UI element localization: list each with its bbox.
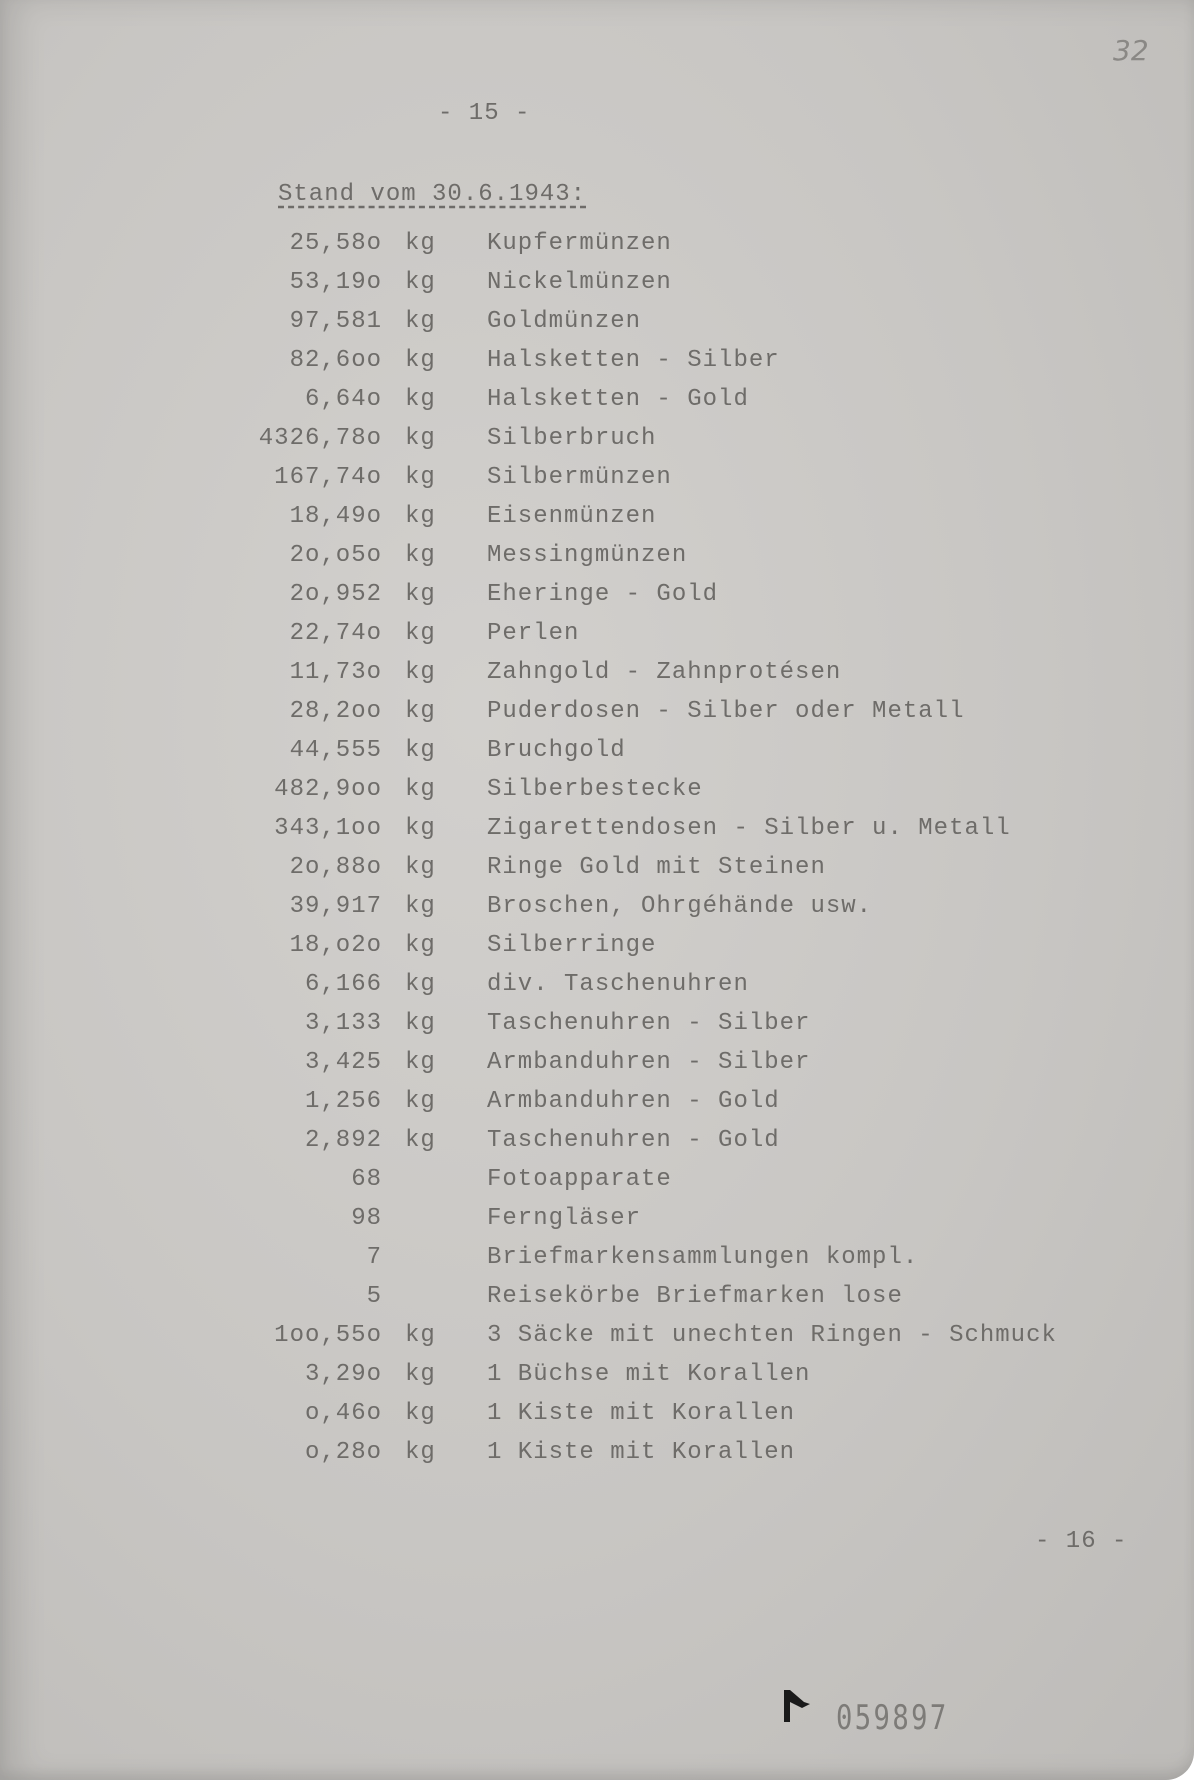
item-unit: kg (405, 308, 436, 335)
item-amount: 2o,88o (289, 854, 382, 881)
item-description: Nickelmünzen (487, 269, 672, 296)
item-description: Ferngläser (487, 1205, 642, 1232)
inventory-row (0, 698, 1200, 737)
inventory-row (0, 425, 1200, 464)
inventory-list (0, 230, 1200, 1478)
inventory-row (0, 893, 1200, 932)
handwritten-folio-number: 32 (1113, 34, 1149, 67)
item-description: Kupfermünzen (487, 230, 672, 257)
item-amount: 1oo,55o (274, 1322, 382, 1349)
inventory-row (0, 1088, 1200, 1127)
inventory-row (0, 308, 1200, 347)
item-unit: kg (405, 230, 436, 257)
item-unit: kg (405, 659, 436, 686)
item-amount: 7 (366, 1244, 382, 1271)
inventory-row (0, 464, 1200, 503)
item-amount: 1,256 (304, 1088, 382, 1115)
item-unit: kg (405, 815, 436, 842)
item-unit: kg (405, 347, 436, 374)
item-unit: kg (405, 386, 436, 413)
inventory-row (0, 269, 1200, 308)
item-amount: 2o,952 (289, 581, 382, 608)
item-description: Taschenuhren - Silber (487, 1010, 811, 1037)
inventory-row (0, 1400, 1200, 1439)
item-amount: 68 (351, 1166, 382, 1193)
inventory-row (0, 854, 1200, 893)
item-unit: kg (405, 737, 436, 764)
item-description: 1 Kiste mit Korallen (487, 1400, 796, 1427)
item-description: Ringe Gold mit Steinen (487, 854, 826, 881)
page-number: - 15 - (438, 100, 531, 127)
inventory-row (0, 230, 1200, 269)
item-unit: kg (405, 1049, 436, 1076)
item-description: Halsketten - Gold (487, 386, 749, 413)
item-description: Armbanduhren - Silber (487, 1049, 811, 1076)
inventory-row (0, 1361, 1200, 1400)
item-amount: 3,29o (304, 1361, 382, 1388)
inventory-row (0, 1205, 1200, 1244)
item-description: 1 Büchse mit Korallen (487, 1361, 811, 1388)
item-amount: 167,74o (274, 464, 382, 491)
item-description: Puderdosen - Silber oder Metall (487, 698, 965, 725)
inventory-row (0, 1439, 1200, 1478)
item-description: Taschenuhren - Gold (487, 1127, 780, 1154)
item-amount: 18,o2o (289, 932, 382, 959)
item-unit: kg (405, 1400, 436, 1427)
item-amount: 98 (351, 1205, 382, 1232)
inventory-row (0, 1049, 1200, 1088)
item-amount: 482,9oo (274, 776, 382, 803)
item-unit: kg (405, 1322, 436, 1349)
item-description: Silberbestecke (487, 776, 703, 803)
item-description: Goldmünzen (487, 308, 642, 335)
item-description: Zahngold - Zahnprotésen (487, 659, 842, 686)
inventory-row (0, 581, 1200, 620)
item-unit: kg (405, 464, 436, 491)
inventory-row (0, 932, 1200, 971)
item-unit: kg (405, 776, 436, 803)
item-amount: 97,581 (289, 308, 382, 335)
item-unit: kg (405, 971, 436, 998)
item-amount: 2o,o5o (289, 542, 382, 569)
item-unit: kg (405, 1088, 436, 1115)
item-unit: kg (405, 854, 436, 881)
item-amount: 25,58o (289, 230, 382, 257)
item-description: Fotoapparate (487, 1166, 672, 1193)
item-description: Broschen, Ohrgéhände usw. (487, 893, 873, 920)
item-description: Briefmarkensammlungen kompl. (487, 1244, 919, 1271)
item-unit: kg (405, 620, 436, 647)
archive-number: 059897 (836, 1698, 949, 1738)
inventory-row (0, 542, 1200, 581)
item-description: Eheringe - Gold (487, 581, 719, 608)
item-unit: kg (405, 932, 436, 959)
item-amount: o,46o (304, 1400, 382, 1427)
item-description: Armbanduhren - Gold (487, 1088, 780, 1115)
item-amount: 18,49o (289, 503, 382, 530)
item-amount: 39,917 (289, 893, 382, 920)
item-amount: 4326,78o (258, 425, 382, 452)
item-description: Silberbruch (487, 425, 657, 452)
item-unit: kg (405, 581, 436, 608)
item-unit: kg (405, 542, 436, 569)
inventory-row (0, 1322, 1200, 1361)
inventory-row (0, 347, 1200, 386)
item-unit: kg (405, 698, 436, 725)
inventory-row (0, 1283, 1200, 1322)
inventory-row (0, 386, 1200, 425)
item-description: Bruchgold (487, 737, 626, 764)
item-amount: 6,64o (304, 386, 382, 413)
item-amount: o,28o (304, 1439, 382, 1466)
item-description: Eisenmünzen (487, 503, 657, 530)
inventory-row (0, 503, 1200, 542)
item-description: Zigarettendosen - Silber u. Metall (487, 815, 1011, 842)
item-amount: 6,166 (304, 971, 382, 998)
item-amount: 5 (366, 1283, 382, 1310)
item-description: div. Taschenuhren (487, 971, 749, 998)
inventory-row (0, 971, 1200, 1010)
item-description: Silbermünzen (487, 464, 672, 491)
item-description: Silberringe (487, 932, 657, 959)
item-unit: kg (405, 269, 436, 296)
next-page-marker: - 16 - (1035, 1528, 1128, 1555)
item-description: 1 Kiste mit Korallen (487, 1439, 796, 1466)
item-amount: 22,74o (289, 620, 382, 647)
item-description: Messingmünzen (487, 542, 688, 569)
inventory-row (0, 1166, 1200, 1205)
item-description: Reisekörbe Briefmarken lose (487, 1283, 903, 1310)
item-description: Halsketten - Silber (487, 347, 780, 374)
item-amount: 28,2oo (289, 698, 382, 725)
item-amount: 2,892 (304, 1127, 382, 1154)
inventory-row (0, 620, 1200, 659)
item-unit: kg (405, 1439, 436, 1466)
item-amount: 53,19o (289, 269, 382, 296)
item-amount: 3,425 (304, 1049, 382, 1076)
inventory-row (0, 737, 1200, 776)
inventory-row (0, 1010, 1200, 1049)
item-unit: kg (405, 1127, 436, 1154)
inventory-row (0, 1244, 1200, 1283)
inventory-row (0, 776, 1200, 815)
item-description: Perlen (487, 620, 580, 647)
item-unit: kg (405, 1361, 436, 1388)
archive-stamp-icon (780, 1688, 810, 1722)
document-heading: Stand vom 30.6.1943: (278, 181, 587, 208)
item-unit: kg (405, 503, 436, 530)
item-amount: 82,6oo (289, 347, 382, 374)
item-amount: 11,73o (289, 659, 382, 686)
item-unit: kg (405, 1010, 436, 1037)
item-unit: kg (405, 425, 436, 452)
inventory-row (0, 1127, 1200, 1166)
item-amount: 44,555 (289, 737, 382, 764)
inventory-row (0, 815, 1200, 854)
inventory-row (0, 659, 1200, 698)
item-amount: 343,1oo (274, 815, 382, 842)
item-description: 3 Säcke mit unechten Ringen - Schmuck (487, 1322, 1057, 1349)
item-unit: kg (405, 893, 436, 920)
item-amount: 3,133 (304, 1010, 382, 1037)
